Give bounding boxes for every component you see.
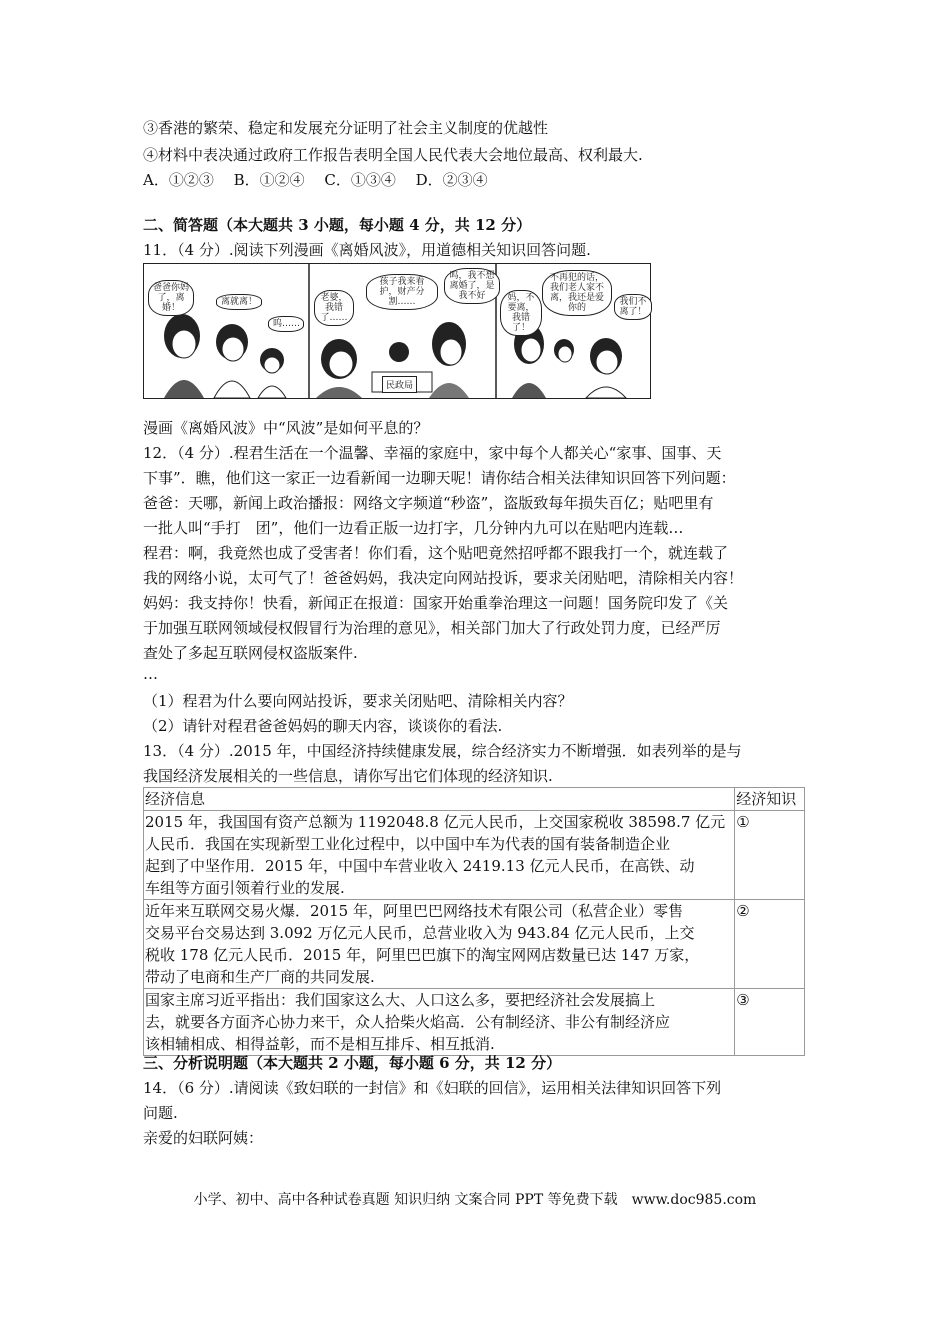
table-row bbox=[144, 989, 805, 1056]
cell-line: 国家主席习近平指出：我们国家这么大、人口这么多，要把经济社会发展搞上 bbox=[145, 991, 656, 1009]
q12-ellipsis: … bbox=[143, 665, 158, 683]
page-footer[interactable]: 小学、初中、高中各种试卷真题 知识归纳 文案合同 PPT 等免费下载 www.doc985.com bbox=[193, 1192, 757, 1208]
cell-line: 带动了电商和生产厂商的共同发展. bbox=[145, 968, 375, 986]
q11-stem: 11．（4 分）.阅读下列漫画《离婚风波》，用道德相关知识回答问题. bbox=[143, 241, 591, 259]
q12-son-line-1: 程君：啊，我竟然也成了受害者！你们看，这个贴吧竟然招呼都不跟我打一个，就连载了 bbox=[143, 544, 729, 562]
comic-bubble-4: 老婆，我错了…… bbox=[314, 290, 354, 326]
table-row bbox=[144, 811, 805, 900]
comic-bubble-2: 离就离！ bbox=[216, 294, 262, 310]
q12-stem-line-1: 12．（4 分）.程君生活在一个温馨、幸福的家庭中，家中每个人都关心“家事、国事、天 bbox=[143, 444, 722, 462]
cell-line: 税收 178 亿元人民币．2015 年，阿里巴巴旗下的淘宝网网店数量已达 147 万家， bbox=[145, 946, 700, 964]
q12-mom-line-2: 于加强互联网领域侵权假冒行为治理的意见》，相关部门加大了行政处罚力度，已经严厉 bbox=[143, 619, 721, 637]
comic-bubble-1: 爸爸你妈了，离婚！ bbox=[148, 280, 194, 316]
q12-subquestion-1: （1）程君为什么要向网站投诉，要求关闭贴吧、清除相关内容？ bbox=[143, 692, 573, 710]
q14-stem-line-2: 问题. bbox=[143, 1104, 178, 1122]
option-item-4: ④材料中表决通过政府工作报告表明全国人民代表大会地位最高、权利最大. bbox=[143, 146, 643, 164]
q12-stem-line-2: 下事”．瞧，他们这一家正一边看新闻一边聊天呢！请你结合相关法律知识回答下列问题： bbox=[143, 469, 736, 487]
header-economic-knowledge: 经济知识 bbox=[735, 788, 805, 811]
table-cell-info bbox=[144, 900, 735, 989]
q13-stem-line-2: 我国经济发展相关的一些信息，请你写出它们体现的经济知识. bbox=[143, 767, 553, 785]
q12-son-line-2: 我的网络小说，太可气了！爸爸妈妈，我决定向网站投诉，要求关闭贴吧，清除相关内容！ bbox=[143, 569, 744, 587]
table-cell-knowledge[interactable]: ② bbox=[735, 900, 805, 989]
comic-bubble-9: 我们不离了！ bbox=[614, 294, 652, 320]
q12-dad-line-2: 一批人叫“手打 团”，他们一边看正版一边打字，几分钟内九可以在贴吧内连载… bbox=[143, 519, 684, 537]
table-row bbox=[144, 900, 805, 989]
q14-stem-line-1: 14．（6 分）.请阅读《致妇联的一封信》和《妇联的回信》，运用相关法律知识回答下列 bbox=[143, 1079, 722, 1097]
table-cell-info bbox=[144, 989, 735, 1056]
q12-dad-line-1: 爸爸：天哪，新闻上政治播报：网络文字频道“秒盗”，盗版致每年损失百亿；贴吧里有 bbox=[143, 494, 714, 512]
answer-choices: A．①②③ B．①②④ C．①③④ D．②③④ bbox=[143, 171, 488, 189]
q12-subquestion-2: （2）请针对程君爸爸妈妈的聊天内容，谈谈你的看法. bbox=[143, 717, 503, 735]
cell-line: 去，就要各方面齐心协力来干，众人拾柴火焰高．公有制经济、非公有制经济应 bbox=[145, 1013, 671, 1031]
option-item-3: ③香港的繁荣、稳定和发展充分证明了社会主义制度的优越性 bbox=[143, 119, 549, 137]
comic-bubble-6: 呜，我不想离婚了，是我不好 bbox=[444, 268, 500, 304]
cell-line: 交易平台交易达到 3.092 万亿元人民币，总营业收入为 943.84 亿元人民币，上交 bbox=[145, 924, 695, 942]
q11-question: 漫画《离婚风波》中“风波”是如何平息的？ bbox=[143, 419, 429, 437]
section-2-title: 二、简答题（本大题共 3 小题，每小题 4 分，共 12 分） bbox=[143, 216, 532, 234]
comic-bubble-5: 孩子我来看护，财产分割…… bbox=[366, 274, 438, 310]
q12-mom-line-1: 妈妈：我支持你！快看，新闻正在报道：国家开始重拳治理这一问题！国务院印发了《关 bbox=[143, 594, 729, 612]
divorce-comic-image bbox=[143, 263, 651, 399]
cell-line: 人民币．我国在实现新型工业化过程中，以中国中车为代表的国有装备制造企业 bbox=[145, 835, 671, 853]
cell-line: 该相辅相成、相得益彰，而不是相互排斥、相互抵消. bbox=[145, 1035, 495, 1053]
comic-sign: 民政局 bbox=[382, 376, 417, 393]
q14-salutation: 亲爱的妇联阿姨： bbox=[143, 1129, 264, 1147]
cell-line: 近年来互联网交易火爆．2015 年，阿里巴巴网络技术有限公司（私营企业）零售 bbox=[145, 902, 683, 920]
table-cell-knowledge[interactable]: ① bbox=[735, 811, 805, 900]
q13-stem-line-1: 13．（4 分）.2015 年，中国经济持续健康发展，综合经济实力不断增强．如表列举的是与 bbox=[143, 742, 742, 760]
cell-line: 车组等方面引领着行业的发展. bbox=[145, 879, 345, 897]
cell-line: 2015 年，我国国有资产总额为 1192048.8 亿元人民币，上交国家税收 38598.7 亿元 bbox=[145, 813, 726, 831]
q12-mom-line-3: 查处了多起互联网侵权盗版案件. bbox=[143, 644, 358, 662]
cell-line: 起到了中坚作用．2015 年，中国中车营业收入 2419.13 亿元人民币，在高铁、动 bbox=[145, 857, 695, 875]
comic-bubble-7: 妈，不要离，我错了！ bbox=[500, 290, 542, 336]
comic-bubble-8: 不再犯的话，我们老人家不离，我还是爱你的 bbox=[542, 270, 612, 316]
header-economic-info: 经济信息 bbox=[144, 788, 735, 811]
table-header-row bbox=[144, 788, 805, 811]
economy-info-table bbox=[143, 787, 805, 1056]
comic-bubble-3: 呜…… bbox=[268, 316, 304, 332]
table-cell-knowledge[interactable]: ③ bbox=[735, 989, 805, 1056]
table-cell-info bbox=[144, 811, 735, 900]
section-3-title: 三、分析说明题（本大题共 2 小题，每小题 6 分，共 12 分） bbox=[143, 1054, 562, 1072]
